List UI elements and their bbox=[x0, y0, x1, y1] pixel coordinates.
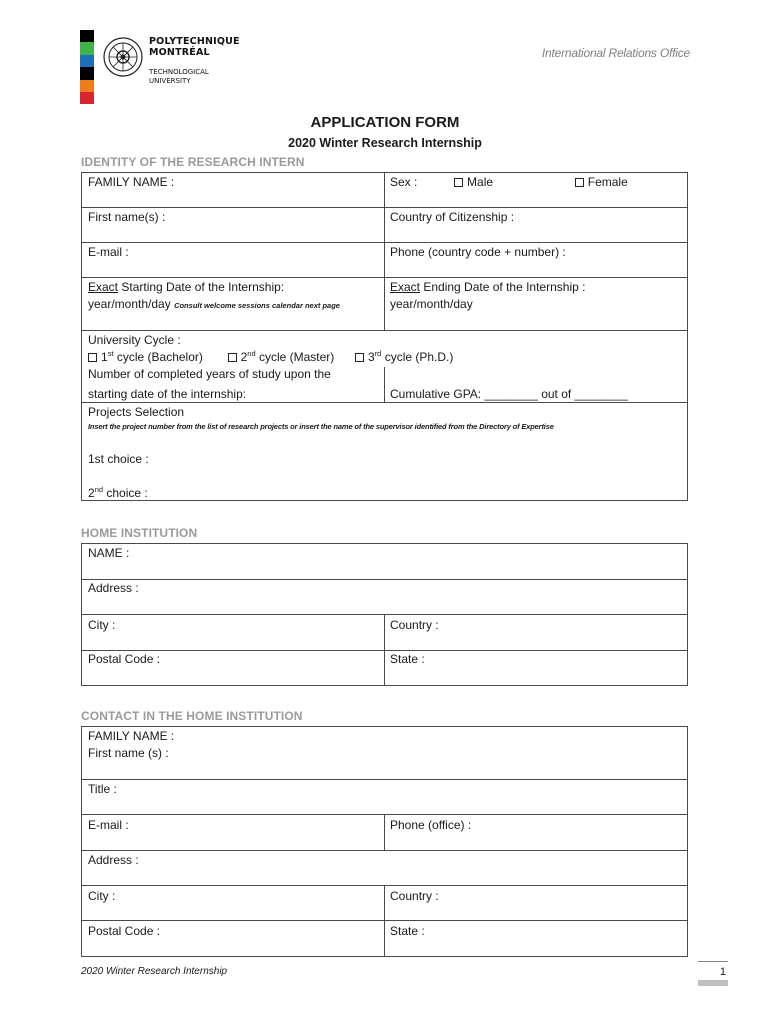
start-note: Consult welcome sessions calendar next page bbox=[174, 301, 340, 310]
cycle3-sup: rd bbox=[374, 349, 382, 358]
office-name: International Relations Office bbox=[541, 46, 690, 60]
cycle3-num: 3 bbox=[368, 350, 375, 364]
cycle-label: University Cycle : bbox=[88, 333, 181, 347]
contact-postal-label: Postal Code : bbox=[88, 924, 161, 938]
cycle1-num: 1 bbox=[101, 350, 108, 364]
home-country-field[interactable] bbox=[384, 617, 689, 634]
home-institution-table bbox=[81, 543, 688, 686]
cycle3-checkbox[interactable] bbox=[355, 353, 364, 362]
home-name-label: NAME : bbox=[88, 546, 130, 560]
seal-icon bbox=[102, 36, 144, 78]
cycle3-label: cycle (Ph.D.) bbox=[381, 350, 454, 364]
home-postal-field[interactable] bbox=[82, 651, 384, 668]
logo-bar bbox=[80, 92, 94, 104]
contact-family-name-label: FAMILY NAME : bbox=[88, 729, 175, 743]
logo-text-line3: TECHNOLOGICAL bbox=[149, 68, 209, 76]
cycle2-num: 2 bbox=[240, 350, 248, 364]
home-postal-label: Postal Code : bbox=[88, 652, 161, 666]
contact-title-label: Title : bbox=[88, 782, 117, 796]
citizenship-label: Country of Citizenship : bbox=[390, 210, 515, 224]
start-label: Starting Date of the Internship: bbox=[118, 280, 285, 294]
logo-bar bbox=[80, 67, 94, 79]
logo-text-line4: UNIVERSITY bbox=[149, 77, 191, 85]
phone-label: Phone (country code + number) : bbox=[390, 245, 566, 259]
page-number-bar bbox=[698, 980, 728, 986]
contact-table bbox=[81, 726, 688, 957]
female-label: Female bbox=[587, 175, 628, 189]
end-label: Ending Date of the Internship : bbox=[420, 280, 586, 294]
home-country-label: Country : bbox=[390, 618, 439, 632]
phone-field[interactable] bbox=[384, 244, 689, 261]
home-state-label: State : bbox=[390, 652, 425, 666]
projects-label: Projects Selection bbox=[88, 405, 185, 419]
contact-state-field[interactable] bbox=[384, 923, 689, 940]
choice2-label: choice : bbox=[103, 486, 148, 500]
contact-email-label: E-mail : bbox=[88, 818, 129, 832]
years-line1: Number of completed years of study upon the bbox=[88, 367, 331, 381]
contact-phone-label: Phone (office) : bbox=[390, 818, 472, 832]
home-city-field[interactable] bbox=[82, 617, 384, 634]
contact-city-field[interactable] bbox=[82, 888, 384, 905]
start-format: year/month/day bbox=[88, 297, 171, 311]
end-format: year/month/day bbox=[390, 297, 473, 311]
contact-email-field[interactable] bbox=[82, 817, 384, 834]
first-names-field[interactable] bbox=[82, 209, 384, 226]
first-names-label: First name(s) : bbox=[88, 210, 166, 224]
projects-field[interactable] bbox=[82, 404, 689, 502]
cycle1-label: cycle (Bachelor) bbox=[113, 350, 203, 364]
logo-bar bbox=[80, 42, 94, 54]
contact-country-label: Country : bbox=[390, 889, 439, 903]
contact-postal-field[interactable] bbox=[82, 923, 384, 940]
logo-bar bbox=[80, 80, 94, 92]
home-address-label: Address : bbox=[88, 581, 139, 595]
contact-phone-field[interactable] bbox=[384, 817, 689, 834]
contact-first-name-label: First name (s) : bbox=[88, 746, 169, 760]
contact-country-field[interactable] bbox=[384, 888, 689, 905]
home-state-field[interactable] bbox=[384, 651, 689, 668]
contact-name-field[interactable] bbox=[82, 728, 689, 762]
footer-text: 2020 Winter Research Internship bbox=[81, 966, 228, 977]
email-field[interactable] bbox=[82, 244, 384, 261]
male-label: Male bbox=[467, 175, 494, 189]
contact-section-heading: CONTACT IN THE HOME INSTITUTION bbox=[81, 709, 303, 723]
university-cycle-field bbox=[82, 332, 689, 383]
years-line2: starting date of the internship: bbox=[88, 387, 247, 401]
home-city-label: City : bbox=[88, 618, 116, 632]
page-number-rule bbox=[698, 961, 728, 962]
contact-title-field[interactable] bbox=[82, 781, 689, 798]
cycle2-checkbox[interactable] bbox=[228, 353, 237, 362]
sex-label: Sex : bbox=[390, 175, 418, 189]
choice2-sup: nd bbox=[94, 485, 104, 494]
logo-bar bbox=[80, 30, 94, 42]
citizenship-field[interactable] bbox=[384, 209, 689, 226]
end-date-field[interactable] bbox=[384, 279, 689, 313]
logo-bar bbox=[80, 55, 94, 67]
cycle1-sup: st bbox=[107, 349, 114, 358]
logo-text-line1: POLYTECHNIQUE bbox=[149, 36, 240, 47]
contact-address-label: Address : bbox=[88, 853, 139, 867]
cycle2-sup: nd bbox=[247, 349, 256, 358]
years-field[interactable] bbox=[82, 386, 384, 403]
contact-city-label: City : bbox=[88, 889, 116, 903]
choice2-num: 2 bbox=[88, 486, 95, 500]
contact-address-field[interactable] bbox=[82, 852, 689, 869]
form-subtitle: 2020 Winter Research Internship bbox=[288, 136, 482, 150]
cycle1-checkbox[interactable] bbox=[88, 353, 97, 362]
female-checkbox[interactable] bbox=[575, 178, 584, 187]
cycle2-label: cycle (Master) bbox=[255, 350, 335, 364]
email-label: E-mail : bbox=[88, 245, 129, 259]
projects-note: Insert the project number from the list of research projects or insert the name of the supervisor identified from the Directory of Expertise bbox=[88, 422, 554, 431]
choice1-label: 1st choice : bbox=[88, 452, 149, 466]
contact-state-label: State : bbox=[390, 924, 425, 938]
identity-section-heading: IDENTITY OF THE RESEARCH INTERN bbox=[81, 155, 305, 169]
logo-color-bars bbox=[80, 30, 94, 104]
family-name-field[interactable] bbox=[82, 174, 384, 191]
gpa-label: Cumulative GPA: ________ out of ________ bbox=[390, 387, 628, 401]
home-section-heading: HOME INSTITUTION bbox=[81, 526, 198, 540]
sex-field bbox=[384, 174, 689, 191]
start-date-field[interactable] bbox=[82, 279, 384, 314]
end-exact: Exact bbox=[390, 280, 421, 294]
logo-text-line2: MONTRÉAL bbox=[149, 47, 210, 58]
identity-table bbox=[81, 172, 688, 501]
start-exact: Exact bbox=[88, 280, 119, 294]
gpa-field[interactable] bbox=[384, 386, 689, 403]
form-title: APPLICATION FORM bbox=[310, 114, 460, 131]
home-address-field[interactable] bbox=[82, 580, 689, 597]
home-name-field[interactable] bbox=[82, 545, 689, 562]
male-checkbox[interactable] bbox=[454, 178, 463, 187]
family-name-label: FAMILY NAME : bbox=[88, 175, 175, 189]
page-number: 1 bbox=[719, 966, 726, 978]
